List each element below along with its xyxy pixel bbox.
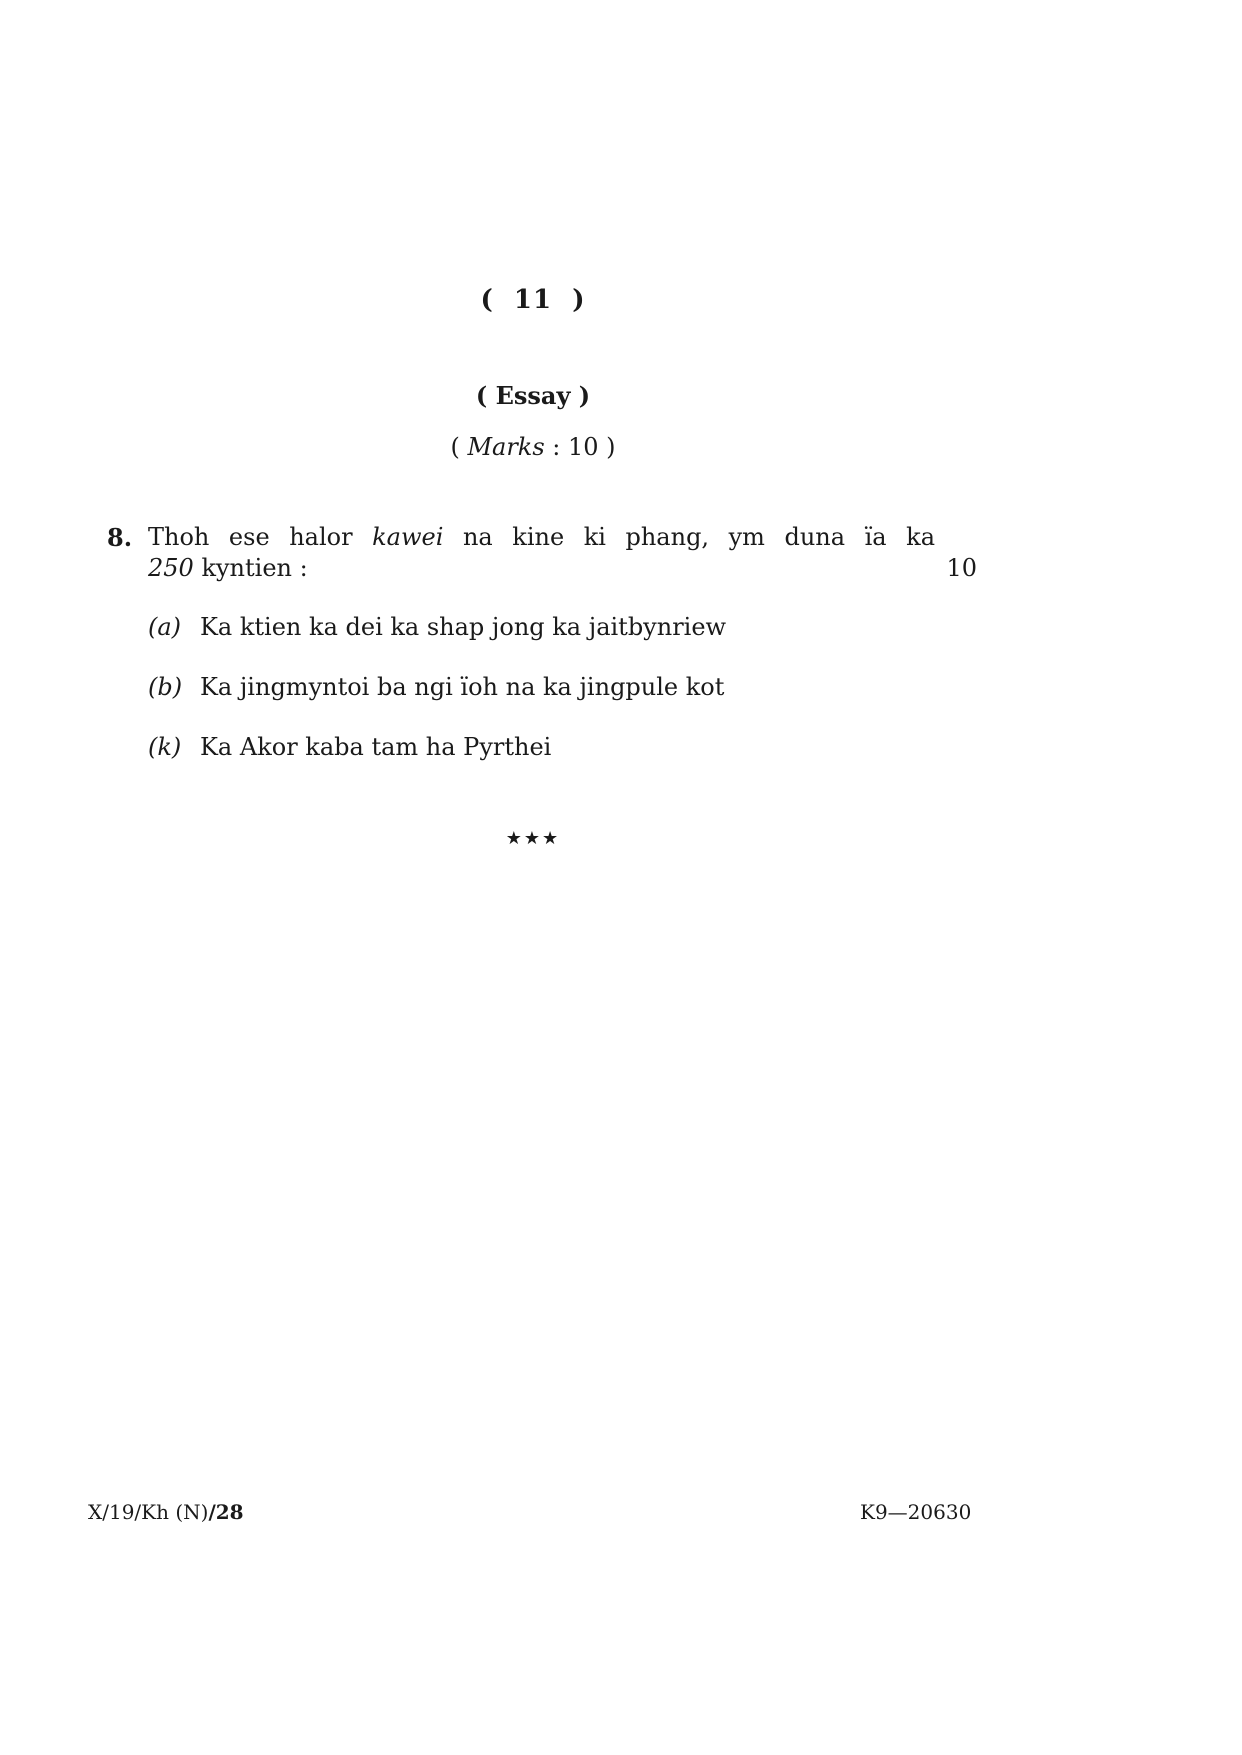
option-text: Ka Akor kaba tam ha Pyrthei [200, 733, 552, 761]
end-marker-stars: ★★★ [505, 828, 561, 849]
footer-print-code: K9—20630 [860, 1500, 972, 1524]
option-text: Ka jingmyntoi ba ngi ïoh na ka jingpule kot [200, 673, 725, 701]
page-number: ( 11 ) [480, 285, 586, 315]
question-number: 8. [107, 523, 133, 552]
option-label: (b) [148, 673, 183, 701]
question-text-line1 [148, 522, 935, 553]
marks-prefix: ( [450, 433, 468, 461]
question-text-part2: na kine ki phang, ym duna ïa ka [443, 523, 936, 551]
section-marks [0, 433, 1066, 461]
option-text: Ka ktien ka dei ka shap jong ka jaitbynriew [200, 613, 727, 641]
option-k [148, 732, 948, 792]
option-b [148, 672, 948, 732]
option-label: (k) [148, 733, 182, 761]
option-label: (a) [148, 613, 182, 641]
question-text-line2 [148, 553, 308, 584]
question-text-part1: Thoh ese halor [148, 523, 373, 551]
question-word-count: 250 [148, 554, 194, 582]
option-a [148, 612, 948, 672]
marks-label: Marks [467, 433, 545, 461]
question-marks: 10 [946, 554, 977, 582]
footer-paper-code [88, 1500, 244, 1524]
footer-code-text: X/19/Kh (N) [88, 1500, 209, 1524]
section-title: ( Essay ) [475, 381, 591, 410]
marks-value: : 10 ) [544, 433, 616, 461]
footer-code-bold: /28 [208, 1500, 244, 1524]
option-list [148, 612, 948, 792]
question-text-italic: kawei [372, 523, 444, 551]
question-text-part3: kyntien : [193, 554, 308, 582]
